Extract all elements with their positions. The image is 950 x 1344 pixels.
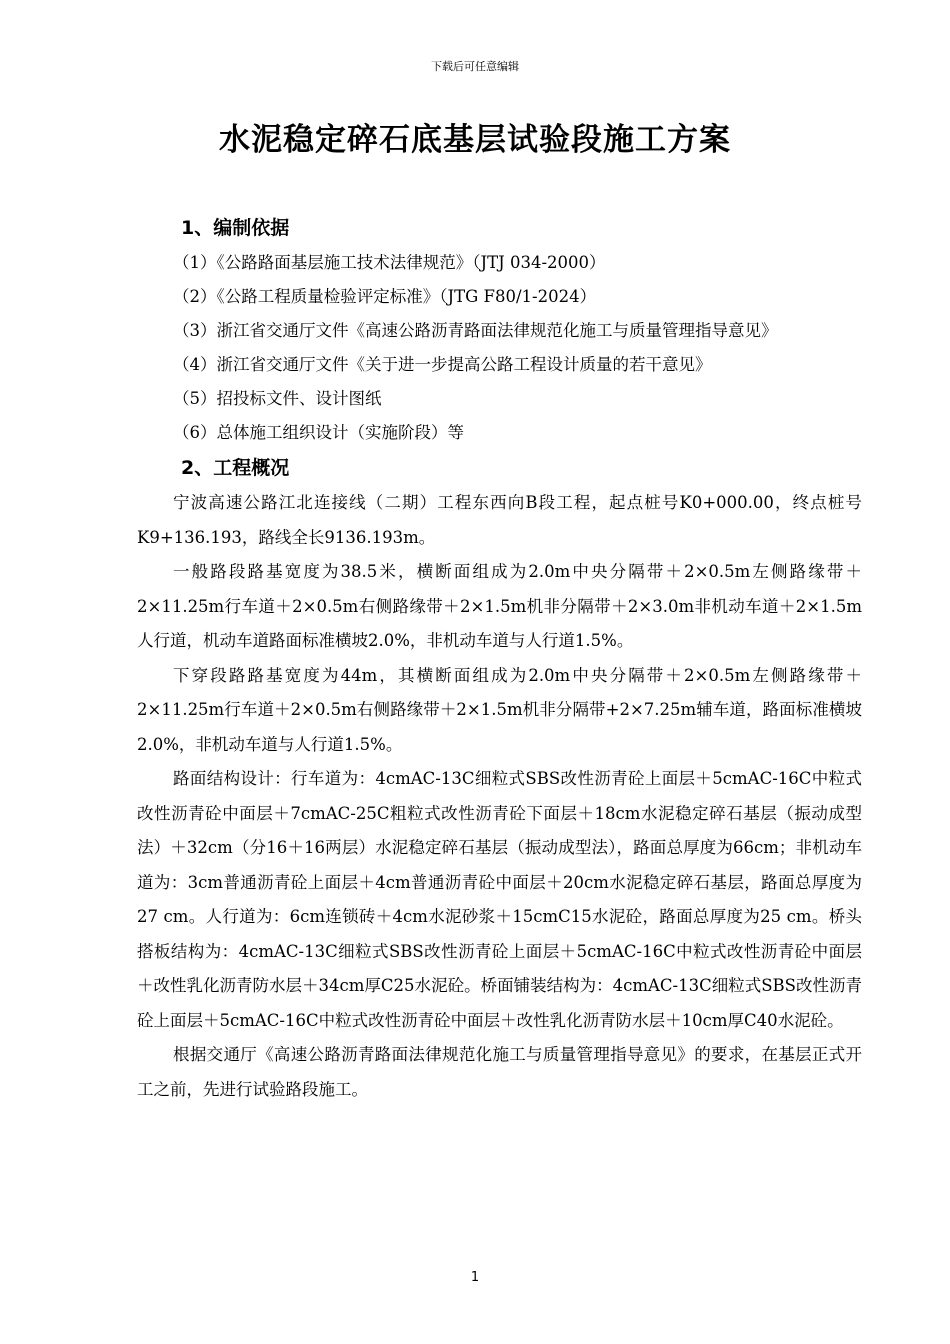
basis-item: （1）《公路路面基层施工技术法律规范》（JTJ 034-2000） [173,253,606,272]
overview-paragraph: 一般路段路基宽度为38.5米，横断面组成为2.0m中央分隔带＋2×0.5m左侧路缘带＋2×11.25m行车道＋2×0.5m右侧路缘带＋2×1.5m机非分隔带＋2×3.0m非机动车道＋2×1.5m人行道，机动车道路面标准横坡2.0%，非机动车道与人行道1.5%。 [137,562,862,650]
header-note: 下载后可任意编辑 [431,60,519,73]
page-number: 1 [470,1270,480,1285]
overview-paragraph: 宁波高速公路江北连接线（二期）工程东西向B段工程，起点桩号K0+000.00，终点桩号K9+136.193，路线全长9136.193m。 [137,493,862,547]
basis-item: （2）《公路工程质量检验评定标准》（JTG F80/1-2024） [173,287,597,306]
basis-item: （6）总体施工组织设计（实施阶段）等 [173,423,464,442]
overview-paragraph: 根据交通厅《高速公路沥青路面法律规范化施工与质量管理指导意见》的要求，在基层正式开工之前，先进行试验路段施工。 [137,1045,862,1099]
section-heading-basis: 1、编制依据 [181,217,290,239]
overview-paragraph: 下穿段路路基宽度为44m，其横断面组成为2.0m中央分隔带＋2×0.5m左侧路缘带＋2×11.25m行车道＋2×0.5m右侧路缘带＋2×1.5m机非分隔带+2×7.25m辅车道，路面标准横坡2.0%，非机动车道与人行道1.5%。 [137,665,862,754]
overview-paragraph: 路面结构设计：行车道为：4cmAC-13C细粒式SBS改性沥青砼上面层＋5cmAC-16C中粒式改性沥青砼中面层＋7cmAC-25C粗粒式改性沥青砼下面层＋18cm水泥稳定碎石基层（振动成型法）＋32cm（分16＋16两层）水泥稳定碎石基层（振动成型法），路面总厚度为66cm；非机动车道为：3cm普通沥青砼上面层＋4cm普通沥青砼中面层＋20cm水泥稳定碎石基层，路面总厚度为27 cm。人行道为：6cm连锁砖＋4cm水泥砂浆＋15cmC15水泥砼，路面总厚度为25 cm。桥头搭板结构为：4cmAC-13C细粒式SBS改性沥青砼上面层＋5cmAC-16C中粒式改性沥青砼中面层＋改性乳化沥青防水层＋34cm厚C25水泥砼。桥面铺装结构为：4cmAC-13C细粒式SBS改性沥青砼上面层＋5cmAC-16C中粒式改性沥青砼中面层＋改性乳化沥青防水层＋10cm厚C40水泥砼。 [137,769,862,1030]
basis-item: （5）招投标文件、设计图纸 [173,389,382,408]
basis-item: （3）浙江省交通厅文件《高速公路沥青路面法律规范化施工与质量管理指导意见》 [173,321,778,340]
section-heading-overview: 2、工程概况 [181,457,290,479]
document-title: 水泥稳定碎石底基层试验段施工方案 [219,122,731,158]
basis-item: （4）浙江省交通厅文件《关于进一步提高公路工程设计质量的若干意见》 [173,355,712,374]
document-body [137,210,862,1107]
